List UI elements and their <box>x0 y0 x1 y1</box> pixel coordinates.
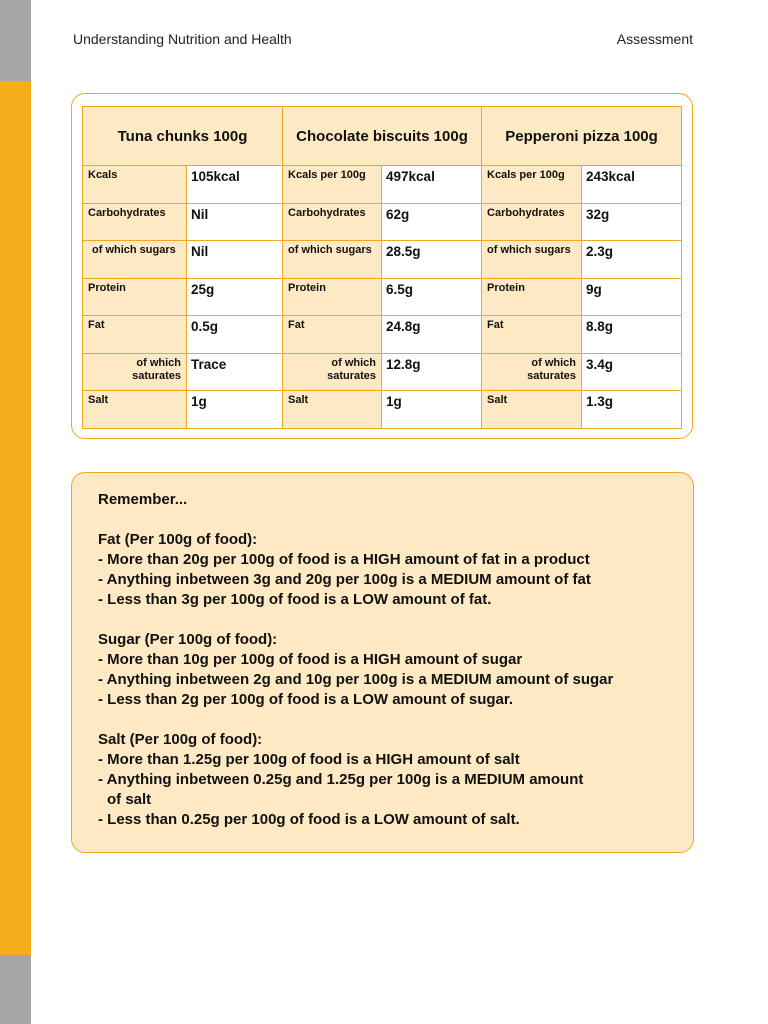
side-bar-grey-top <box>0 0 31 81</box>
label-line: saturates <box>132 370 181 383</box>
row-label: Salt <box>283 391 382 429</box>
row-value: 28.5g <box>382 241 482 279</box>
salt-line-medium-cont: of salt <box>107 791 152 808</box>
sugar-line-medium: - Anything inbetween 2g and 10g per 100g is a MEDIUM amount of sugar <box>98 671 614 688</box>
row-value: 62g <box>382 203 482 241</box>
salt-heading: Salt (Per 100g of food): <box>98 731 263 748</box>
row-value: 3.4g <box>582 353 682 391</box>
row-label: of which sugars <box>283 241 382 279</box>
fat-line-high: - More than 20g per 100g of food is a HIGH amount of fat in a product <box>98 551 590 568</box>
row-label: Protein <box>83 278 187 316</box>
row-label: Fat <box>83 316 187 354</box>
header-pepperoni-pizza: Pepperoni pizza 100g <box>482 107 682 166</box>
fat-heading: Fat (Per 100g of food): <box>98 531 258 548</box>
table-row <box>83 391 682 429</box>
row-label <box>482 353 582 391</box>
table-row <box>83 203 682 241</box>
row-value: Nil <box>187 241 283 279</box>
sugar-line-high: - More than 10g per 100g of food is a HIGH amount of sugar <box>98 651 523 668</box>
row-value: Nil <box>187 203 283 241</box>
row-label: Kcals per 100g <box>283 166 382 204</box>
row-value: 8.8g <box>582 316 682 354</box>
row-value: 1.3g <box>582 391 682 429</box>
label-line: of which <box>331 356 377 369</box>
nutrition-table-frame <box>71 93 693 439</box>
side-bar-grey-bottom <box>0 955 31 1024</box>
row-label: Carbohydrates <box>283 203 382 241</box>
header-tuna: Tuna chunks 100g <box>83 107 283 166</box>
salt-line-medium: - Anything inbetween 0.25g and 1.25g per 100g is a MEDIUM amount <box>98 771 584 788</box>
fat-line-medium: - Anything inbetween 3g and 20g per 100g is a MEDIUM amount of fat <box>98 571 591 588</box>
table-row <box>83 166 682 204</box>
row-label: Fat <box>482 316 582 354</box>
remember-title: Remember... <box>98 491 188 508</box>
label-line: saturates <box>327 370 377 383</box>
row-label: Salt <box>83 391 187 429</box>
table-row <box>83 316 682 354</box>
nutrition-table <box>82 106 682 429</box>
row-value: 1g <box>187 391 283 429</box>
row-label: Protein <box>283 278 382 316</box>
row-value: 12.8g <box>382 353 482 391</box>
row-label <box>83 353 187 391</box>
row-value: 0.5g <box>187 316 283 354</box>
row-label <box>283 353 382 391</box>
table-row <box>83 353 682 391</box>
row-label: Salt <box>482 391 582 429</box>
row-label: Fat <box>283 316 382 354</box>
row-value: 32g <box>582 203 682 241</box>
row-value: 105kcal <box>187 166 283 204</box>
remember-box <box>71 472 694 853</box>
sugar-line-low: - Less than 2g per 100g of food is a LOW amount of sugar. <box>98 691 514 708</box>
table-row <box>83 241 682 279</box>
row-label: Kcals per 100g <box>482 166 582 204</box>
row-label: of which sugars <box>83 241 187 279</box>
header-section: Assessment <box>616 31 693 47</box>
row-value: 1g <box>382 391 482 429</box>
salt-line-high: - More than 1.25g per 100g of food is a HIGH amount of salt <box>98 751 520 768</box>
row-value: 243kcal <box>582 166 682 204</box>
row-label: Kcals <box>83 166 187 204</box>
row-value: Trace <box>187 353 283 391</box>
table-row <box>83 278 682 316</box>
header-chocolate-biscuits: Chocolate biscuits 100g <box>283 107 482 166</box>
row-value: 25g <box>187 278 283 316</box>
row-label: Carbohydrates <box>482 203 582 241</box>
page-side-bar <box>0 0 31 1024</box>
table-header-row <box>83 107 682 166</box>
row-value: 24.8g <box>382 316 482 354</box>
row-value: 6.5g <box>382 278 482 316</box>
header-title: Understanding Nutrition and Health <box>73 31 292 47</box>
row-label: Carbohydrates <box>83 203 187 241</box>
row-label: of which sugars <box>482 241 582 279</box>
label-line: of which <box>136 356 181 369</box>
row-value: 2.3g <box>582 241 682 279</box>
label-line: of which <box>531 356 577 369</box>
sugar-heading: Sugar (Per 100g of food): <box>98 631 278 648</box>
fat-line-low: - Less than 3g per 100g of food is a LOW amount of fat. <box>98 591 492 608</box>
salt-line-low: - Less than 0.25g per 100g of food is a LOW amount of salt. <box>98 811 520 828</box>
row-value: 497kcal <box>382 166 482 204</box>
row-value: 9g <box>582 278 682 316</box>
label-line: saturates <box>527 370 577 383</box>
row-label: Protein <box>482 278 582 316</box>
